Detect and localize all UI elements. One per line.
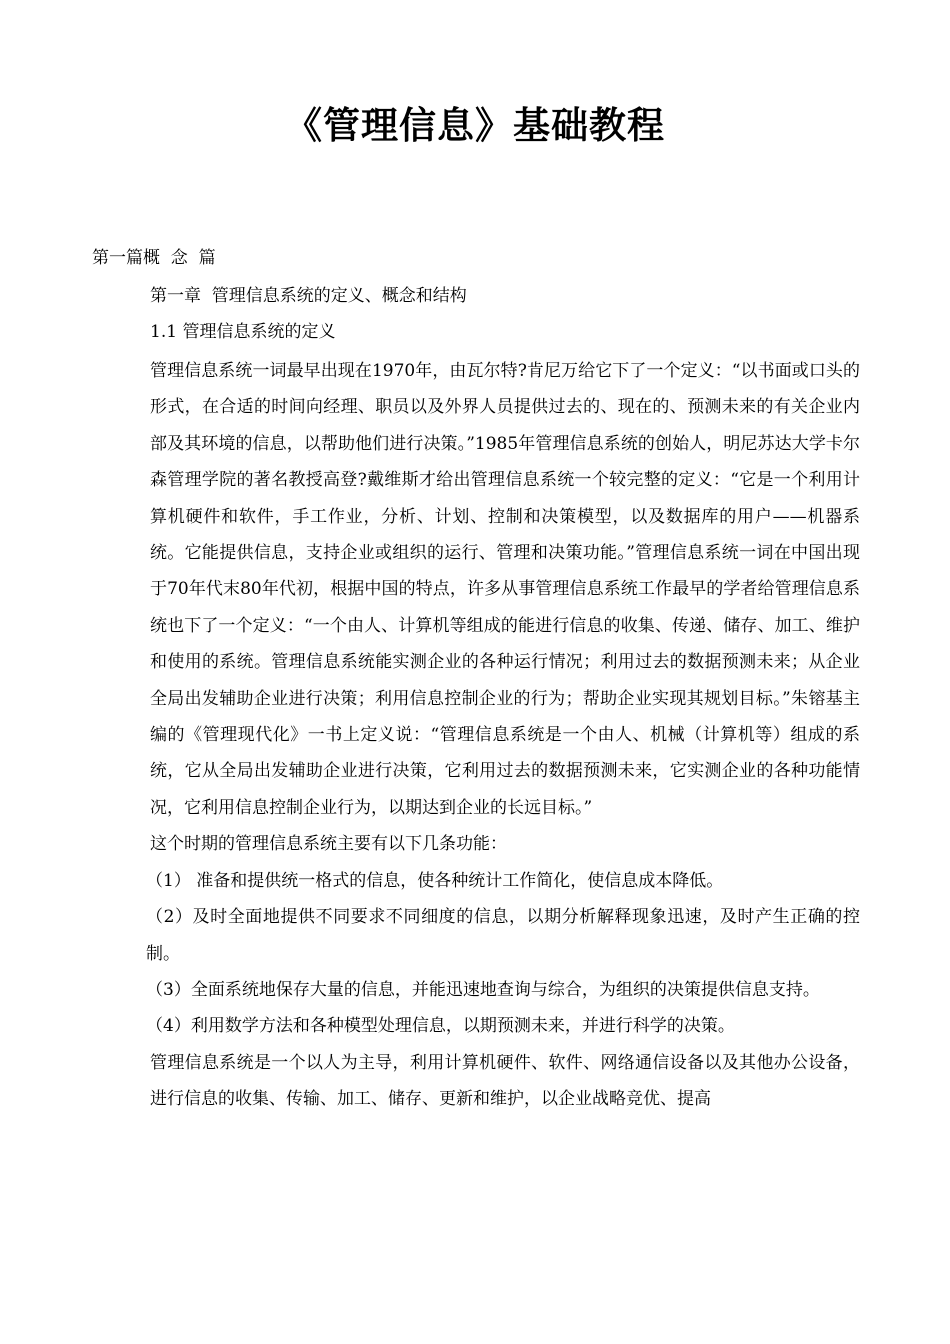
part-heading: 第一篇概 念 篇 xyxy=(92,248,216,268)
document-title: 《管理信息》基础教程 xyxy=(285,103,665,147)
list-item: （1） 准备和提供统一格式的信息，使各种统计工作简化，使信息成本降低。 xyxy=(146,870,724,891)
definition-paragraph: 管理信息系统一词最早出现在1970年，由瓦尔特?肯尼万给它下了一个定义：“以书面或口头的形式，在合适的时间向经理、职员以及外界人员提供过去的、现在的、预测未来的有关企业内部及其环境的信息，以帮助他们进行决策。”1985年管理信息系统的创始人，明尼苏达大学卡尔森管理学院的著名教授高登?戴维斯才给出管理信息系统一个较完整的定义：“它是一个利用计算机硬件和软件，手工作业，分析、计划、控制和决策模型，以及数据库的用户——机器系统。它能提供信息，支持企业或组织的运行、管理和决策功能。”管理信息系统一词在中国出现于70年代末80年代初，根据中国的特点，许多从事管理信息系统工作最早的学者给管理信息系统也下了一个定义：“一个由人、计算机等组成的能进行信息的收集、传递、储存、加工、维护和使用的系统。管理信息系统能实测企业的各种运行情况；利用过去的数据预测未来；从企业全局出发辅助企业进行决策；利用信息控制企业的行为；帮助企业实现其规划目标。”朱镕基主编的《管理现代化》一书上定义说：“管理信息系统是一个由人、机械（计算机等）组成的系统，它从全局出发辅助企业进行决策，它利用过去的数据预测未来，它实测企业的各种功能情况，它利用信息控制企业行为，以期达到企业的长远目标。” xyxy=(150,361,860,818)
functions-intro: 这个时期的管理信息系统主要有以下几条功能： xyxy=(150,834,507,855)
closing-paragraph: 管理信息系统是一个以人为主导，利用计算机硬件、软件、网络通信设备以及其他办公设备，进行信息的收集、传输、加工、储存、更新和维护，以企业战略竞优、提高 xyxy=(150,1052,860,1110)
chapter-heading: 第一章 管理信息系统的定义、概念和结构 xyxy=(150,286,467,306)
list-item: （3）全面系统地保存大量的信息，并能迅速地查询与综合，为组织的决策提供信息支持。 xyxy=(146,979,820,1000)
list-item: （4）利用数学方法和各种模型处理信息，以期预测未来，并进行科学的决策。 xyxy=(146,1016,735,1037)
section-heading: 1.1 管理信息系统的定义 xyxy=(150,322,336,342)
list-item: （2）及时全面地提供不同要求不同细度的信息，以期分析解释现象迅速，及时产生正确的控制。 xyxy=(146,907,860,964)
document-body xyxy=(146,284,860,1118)
